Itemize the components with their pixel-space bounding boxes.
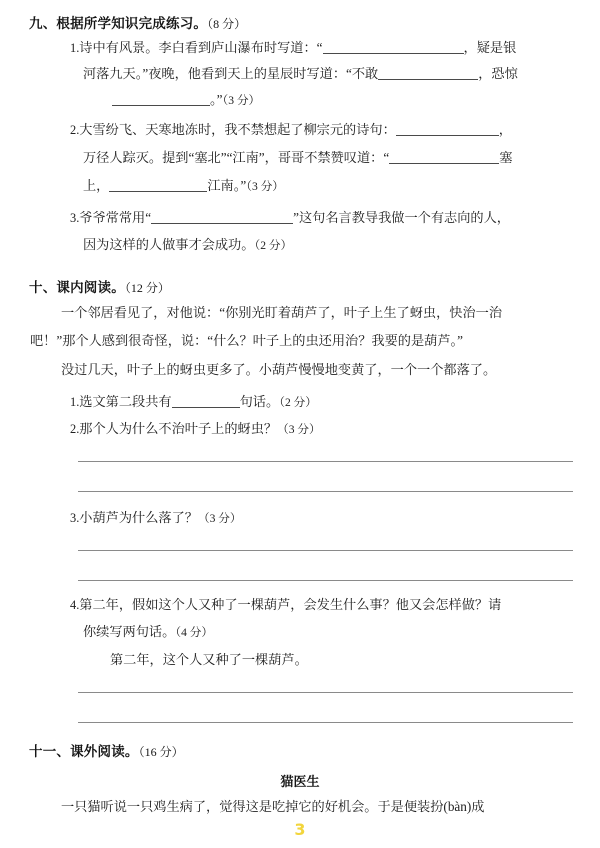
q10-1-line — [70, 394, 317, 410]
q9-1-text-d: ，恐惊 — [478, 66, 518, 81]
page-number: 3 — [294, 820, 306, 839]
q10-1-number: 1. — [70, 395, 80, 409]
q9-3-text-c: 因为这样的人做事才会成功。 — [83, 237, 255, 252]
q9-2-text-e: 上， — [83, 178, 110, 193]
q9-2-text-d: 塞 — [499, 150, 513, 165]
q9-2-line3 — [83, 178, 284, 194]
q9-3-blank-1[interactable] — [151, 210, 293, 224]
section-heading-nine — [29, 12, 246, 32]
q9-2-line1 — [70, 122, 512, 138]
q9-1-text-e: 。” — [210, 92, 223, 107]
passage-p1-line2: 吧！”那个人感到很奇怪，说：“什么？叶子上的虫还用治？我要的是葫芦。” — [30, 333, 463, 348]
answer-rule-q10-2-b[interactable] — [78, 491, 573, 492]
q9-1-text-c: 河落九天。”夜晚，他看到天上的星辰时写道：“不敢 — [83, 66, 379, 81]
passage-p1-line1: 一个邻居看见了，对他说：“你别光盯着葫芦了，叶子上生了蚜虫，快治一治 — [61, 305, 503, 320]
q10-3-number: 3. — [70, 511, 80, 525]
q9-3-text-a: 爷爷常常用“ — [79, 210, 152, 225]
story-line1: 一只猫听说一只鸡生病了，觉得这是吃掉它的好机会。于是便装扮(bàn)成 — [61, 799, 485, 814]
q9-3-line1 — [70, 210, 510, 226]
q9-2-blank-1[interactable] — [396, 122, 499, 136]
section-heading-eleven — [29, 740, 184, 760]
answer-rule-q10-2-a[interactable] — [78, 461, 573, 462]
q9-2-text-c: 万径人踪灭。提到“塞北”“江南”，哥哥不禁赞叹道：“ — [83, 150, 390, 165]
q9-2-blank-3[interactable] — [109, 178, 207, 192]
q10-4-line1 — [70, 598, 501, 613]
story-title: 猫医生 — [280, 775, 320, 790]
q10-2-number: 2. — [70, 422, 80, 436]
q10-2-points: （3 分） — [277, 423, 321, 436]
q10-2-line — [70, 422, 321, 437]
q10-1-points: （2 分） — [279, 396, 317, 409]
q9-1-line1 — [70, 40, 516, 56]
section-eleven-points: （16 分） — [138, 745, 184, 759]
q9-1-blank-2[interactable] — [378, 66, 478, 80]
q10-3-text: 小葫芦为什么落了？ — [79, 510, 198, 525]
q9-2-number: 2. — [70, 123, 80, 137]
answer-rule-q10-4-a[interactable] — [78, 692, 573, 693]
q10-4-points: （4 分） — [175, 626, 213, 639]
q9-1-blank-3[interactable] — [112, 92, 210, 106]
q10-2-text: 那个人为什么不治叶子上的蚜虫？ — [79, 421, 278, 436]
q10-1-blank[interactable] — [172, 394, 240, 408]
q9-1-text-a: 诗中有风景。李白看到庐山瀑布时写道：“ — [79, 40, 323, 55]
q9-1-line3 — [112, 92, 260, 108]
answer-rule-q10-3-a[interactable] — [78, 550, 573, 551]
q9-1-number: 1. — [70, 41, 80, 55]
q10-1-text-a: 选文第二段共有 — [79, 394, 172, 409]
q9-2-text-f: 江南。” — [207, 178, 247, 193]
q9-1-points: （3 分） — [222, 94, 261, 107]
q9-1-text-b: ，疑是银 — [463, 40, 517, 55]
section-ten-title: 十、课内阅读。 — [29, 280, 125, 296]
q9-2-points: （3 分） — [246, 180, 284, 193]
q10-4-line2 — [83, 625, 213, 640]
q10-1-text-b: 句话。 — [239, 394, 280, 409]
q9-3-line2 — [83, 238, 292, 253]
section-ten-points: （12 分） — [124, 281, 170, 295]
q10-4-number: 4. — [70, 598, 80, 612]
q9-3-text-b: ”这句名言教导我做一个有志向的人， — [293, 210, 510, 225]
answer-rule-q10-4-b[interactable] — [78, 722, 573, 723]
q9-2-line2 — [83, 150, 512, 166]
passage-p2-line1: 没过几天，叶子上的蚜虫更多了。小葫芦慢慢地变黄了，一个一个都落了。 — [61, 362, 497, 377]
section-nine-title: 九、根据所学知识完成练习。 — [29, 16, 208, 32]
q9-1-line2 — [83, 66, 518, 82]
q10-3-line — [70, 511, 241, 526]
q9-3-points: （2 分） — [254, 239, 293, 252]
q9-2-text-b: ， — [498, 122, 512, 137]
answer-rule-q10-3-b[interactable] — [78, 580, 573, 581]
q10-4-text-a: 第二年，假如这个人又种了一棵葫芦，会发生什么事？他又会怎样做？请 — [79, 597, 502, 612]
q9-1-blank-1[interactable] — [323, 40, 464, 54]
q9-2-blank-2[interactable] — [389, 150, 499, 164]
section-heading-ten — [29, 276, 170, 296]
section-eleven-title: 十一、课外阅读。 — [29, 744, 139, 760]
q9-3-number: 3. — [70, 211, 80, 225]
q10-4-prompt: 第二年，这个人又种了一棵葫芦。 — [110, 652, 308, 667]
section-nine-points: （8 分） — [207, 17, 247, 31]
q9-2-text-a: 大雪纷飞、天寒地冻时，我不禁想起了柳宗元的诗句： — [79, 122, 396, 137]
q10-4-text-b: 你续写两句话。 — [83, 624, 176, 639]
q10-3-points: （3 分） — [197, 512, 242, 525]
